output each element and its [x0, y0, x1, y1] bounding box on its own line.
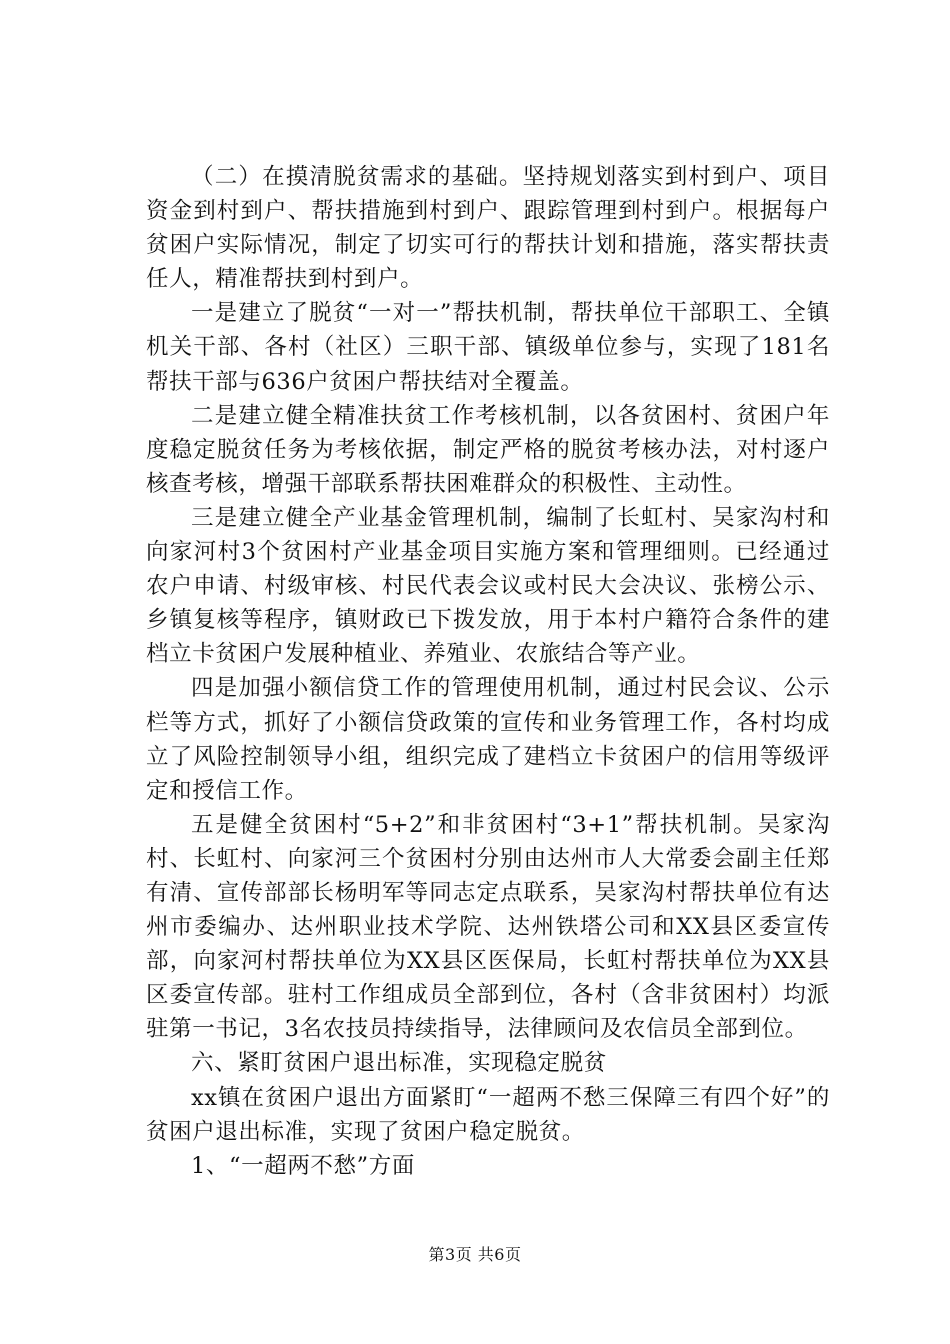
paragraph: （二）在摸清脱贫需求的基础。坚持规划落实到村到户、项目资金到村到户、帮扶措施到村到户、跟踪管理到村到户。根据每户贫困户实际情况，制定了切实可行的帮扶计划和措施，落实帮扶责任人，精准帮扶到村到户。 — [146, 164, 830, 293]
paragraph: 二是建立健全精准扶贫工作考核机制，以各贫困村、贫困户年度稳定脱贫任务为考核依据，制定严格的脱贫考核办法，对村逐户核查考核，增强干部联系帮扶困难群众的积极性、主动性。 — [146, 402, 830, 497]
section-heading: 六、紧盯贫困户退出标准，实现稳定脱贫 — [191, 1050, 607, 1077]
paragraph: 五是健全贫困村“5+2”和非贫困村“3+1”帮扶机制。吴家沟村、长虹村、向家河三个贫困村分别由达州市人大常委会副主任郑有清、宣传部部长杨明军等同志定点联系，吴家沟村帮扶单位有达州市委编办、达州职业技术学院、达州铁塔公司和XX县区委宣传部，向家河村帮扶单位为XX县区医保局，长虹村帮扶单位为XX县区委宣传部。驻村工作组成员全部到位，各村（含非贫困村）均派驻第一书记，3名农技员持续指导，法律顾问及农信员全部到位。 — [146, 811, 830, 1043]
paragraph: xx镇在贫困户退出方面紧盯“一超两不愁三保障三有四个好”的贫困户退出标准，实现了贫困户稳定脱贫。 — [146, 1084, 830, 1145]
page-number: 第3页 — [428, 1245, 473, 1264]
paragraph: 四是加强小额信贷工作的管理使用机制，通过村民会议、公示栏等方式，抓好了小额信贷政策的宣传和业务管理工作，各村均成立了风险控制领导小组，组织完成了建档立卡贫困户的信用等级评定和授信工作。 — [146, 675, 830, 804]
subsection-heading: 1、“一超两不愁”方面 — [191, 1152, 415, 1179]
document-body — [146, 160, 830, 1183]
page-footer — [0, 1242, 950, 1265]
page-total: 共6页 — [477, 1245, 522, 1264]
paragraph: 一是建立了脱贫“一对一”帮扶机制，帮扶单位干部职工、全镇机关干部、各村（社区）三职干部、镇级单位参与，实现了181名帮扶干部与636户贫困户帮扶结对全覆盖。 — [146, 300, 830, 395]
paragraph: 三是建立健全产业基金管理机制，编制了长虹村、吴家沟村和向家河村3个贫困村产业基金项目实施方案和管理细则。已经通过农户申请、村级审核、村民代表会议或村民大会决议、张榜公示、乡镇复核等程序，镇财政已下拨发放，用于本村户籍符合条件的建档立卡贫困户发展种植业、养殖业、农旅结合等产业。 — [146, 504, 830, 668]
